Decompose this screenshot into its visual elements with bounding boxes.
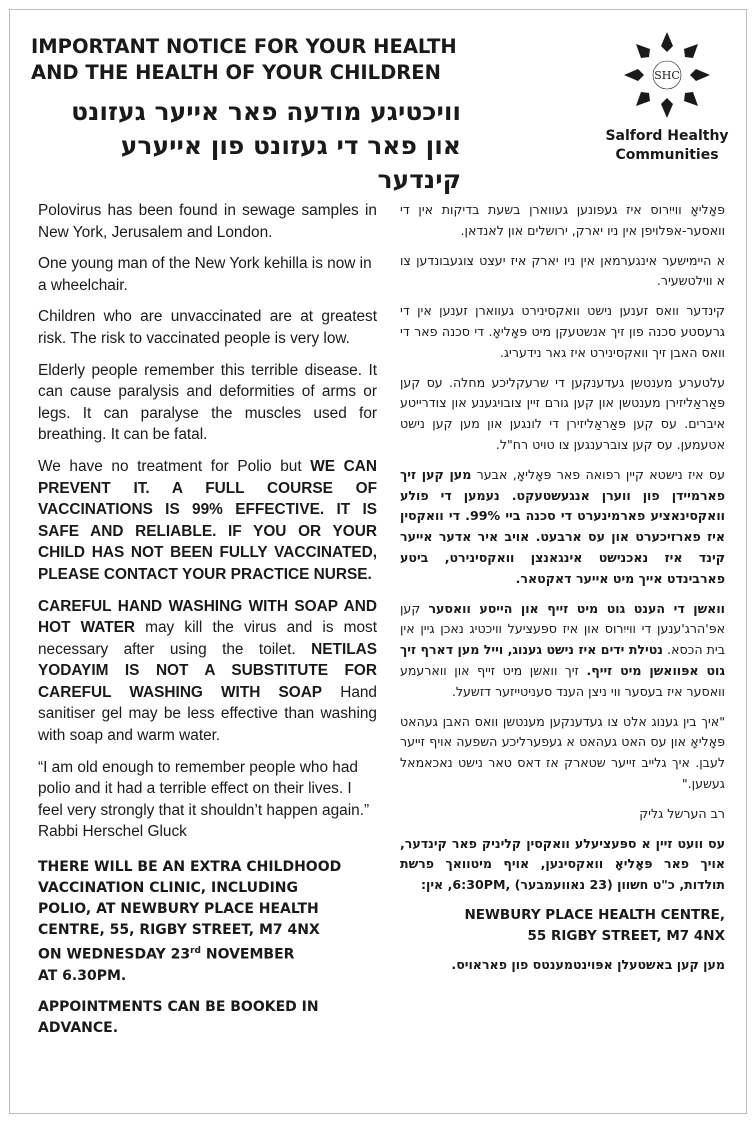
paragraph [38, 456, 377, 586]
paragraph [38, 596, 377, 747]
paragraph: א היימישער אינגערמאן אין ניו יארק איז יעצט צוגעבונדען צו א ווילטשעיר. [400, 252, 725, 289]
emphasis: עס וועט זיין א ספּעציעלע וואקסין קליניק פאר קינדער, אויך פאר פּאָליאָ וואקסינען, אויף מיטוואך פרשת תולדות, כ"ט חשוון (23 נאוועמבער) ,6:30PM, אין: [400, 835, 725, 893]
paragraph: עלטערע מענטשן געדענקען די שרעקליכע מחלה. עס קען פּאַראַליזירן מענטשן און קען גורם זיין צובויגענע און צודרייטע איברים. עס קען פּאַראַליזירן די לונגען און מען קען נישט אטעמען. עס קען צוברענגען צו טויט רח"ל. [400, 374, 725, 452]
text-run: may kill the virus and is most necessary after using the toilet. [38, 619, 377, 658]
clinic-line [38, 941, 377, 966]
emphasis: מען קען זיך פארמיידן פון ווערן אנגעשטעקט. נעמען די פולע וואקסינאציע פארמינערט די סכנה ביי 99%. די וואקסין איז פארזיכערט און עס ארבעט. אויב איר אדער אייער קינד איז נאכנישט אינגאנצן וואקסינירט, ביטע פארבינדט אייך מיט אייער דאקטאר. [400, 466, 725, 586]
emphasis: WE CAN PREVENT IT. A FULL COURSE OF VACCINATIONS IS 99% EFFECTIVE. IT IS SAFE AND RELIABLE. IF YOU OR YOUR CHILD HAS NOT BEEN FULLY VACCINATED, PLEASE CONTACT YOUR PRACTICE NURSE. [38, 457, 377, 583]
text-run: עס איז נישטא קיין רפואה פאר פּאָליאָ, אבער [471, 466, 725, 482]
clinic-line: POLIO, AT NEWBURY PLACE HEALTH [38, 901, 319, 918]
address-line: 55 RIGBY STREET, M7 4NX [527, 927, 725, 944]
clinic-announcement [400, 834, 725, 896]
text-run: קען אפּ'הרג'ענען די ווייִרוס און איז ספּעציעל וויכטיג נאכן גיין אין בית הכסא. [400, 600, 725, 658]
paragraph [400, 599, 725, 703]
star-emblem-icon [622, 30, 712, 120]
salford-healthy-communities-logo [597, 30, 737, 170]
page-title-english [31, 34, 591, 86]
text-run: ON WEDNESDAY 23 [38, 946, 191, 963]
emphasis: מען קען באשטעלן אפּוינטמענטס פון פאראויס. [451, 956, 725, 972]
clinic-line: VACCINATION CLINIC, INCLUDING [38, 880, 299, 897]
ordinal-suffix: rd [190, 946, 201, 957]
title-line: AND THE HEALTH OF YOUR CHILDREN [31, 61, 441, 84]
yiddish-column [400, 200, 725, 985]
paragraph [400, 465, 725, 590]
text-run: NOVEMBER [200, 946, 295, 963]
text-run: Hand sanitiser gel may be less effective than washing with soap and warm water. [38, 683, 377, 745]
paragraph: One young man of the New York kehilla is now in a wheelchair. [38, 255, 372, 294]
appointments-note: APPOINTMENTS CAN BE BOOKED IN ADVANCE. [38, 998, 319, 1036]
english-column [38, 200, 377, 1039]
page-title-yiddish [31, 95, 461, 197]
org-line: Communities [615, 147, 719, 163]
paragraph: Polovirus has been found in sewage samples in New York, Jerusalem and London. [38, 202, 377, 241]
paragraph: פּאָליאָ ווייִרוס איז געפונען געווארן בשעת בדיקות אין די וואסער-אפּלויפן אין ניו יארק, ירושלים און לאנדאן. [400, 202, 725, 238]
quote-paragraph: "איך בין גענוג אלט צו געדענקען מענטשן וואס האבן געהאט פּאָליאָ און עס האט געהאט א געפערליכע השפעה אויף זייער לעבן. איך גלייב זייער שטארק אז דאס טאר נישט נאכאמאל געשען." [400, 713, 725, 791]
title-line: IMPORTANT NOTICE FOR YOUR HEALTH [31, 35, 457, 58]
paragraph: קינדער וואס זענען נישט וואקסינירט געווארן זענען אין די גרעסטע סכנה פון זיך אנשטעקן מיט פּאָליאָ. די סכנה פאר די וואס האבן זיך וואקסינירט איז גאר נידעריג. [400, 303, 725, 360]
appointments-note [400, 955, 725, 976]
clinic-address [400, 905, 725, 947]
clinic-announcement [38, 857, 377, 987]
quote-paragraph: “I am old enough to remember people who had polio and it had a terrible effect on their lives. I feel very strongly that it shouldn’t happen again.” Rabbi Herschel Gluck [38, 758, 370, 841]
title-line: וויכטיגע מודעה פאר אייער געזונט [71, 97, 461, 126]
logo-initials: SHC [654, 69, 680, 82]
emphasis: CAREFUL HAND WASHING WITH SOAP AND HOT WATER [38, 597, 377, 637]
organisation-name [597, 127, 737, 165]
paragraph: Children who are unvaccinated are at greatest risk. The risk to vaccinated people is very low. [38, 308, 377, 347]
address-line: NEWBURY PLACE HEALTH CENTRE, [464, 906, 725, 923]
emphasis: NETILAS YODAYIM IS NOT A SUBSTITUTE FOR CAREFUL WASHING WITH SOAP [38, 640, 377, 701]
paragraph: Elderly people remember this terrible disease. It can cause paralysis and deformities of arms or legs. It can paralyse the muscles used for breathing. It can be fatal. [38, 361, 377, 444]
text-run: זיך וואשן מיט זייף און ווארעמע וואסער איז בעסער ווי ניצן הענד סעניטייזער דזשעל. [400, 662, 725, 699]
quote-signature: רב הערשל גליק [639, 805, 725, 821]
emphasis: וואשן די הענט גוט מיט זייף און הייסע וואסער [428, 600, 725, 616]
clinic-line: THERE WILL BE AN EXTRA CHILDHOOD [38, 859, 342, 876]
clinic-line: CENTRE, 55, RIGBY STREET, M7 4NX [38, 922, 320, 939]
emphasis: נטילת ידים איז נישט גענוג, וייל מען דארף זיך גוט אפּוואשן מיט זייף. [400, 642, 725, 678]
org-line: Salford Healthy [605, 128, 729, 144]
title-line: און פאר די געזונט פון אייערע קינדער [120, 131, 461, 194]
text-run: We have no treatment for Polio but [38, 457, 311, 475]
clinic-line: AT 6.30PM. [38, 967, 127, 984]
